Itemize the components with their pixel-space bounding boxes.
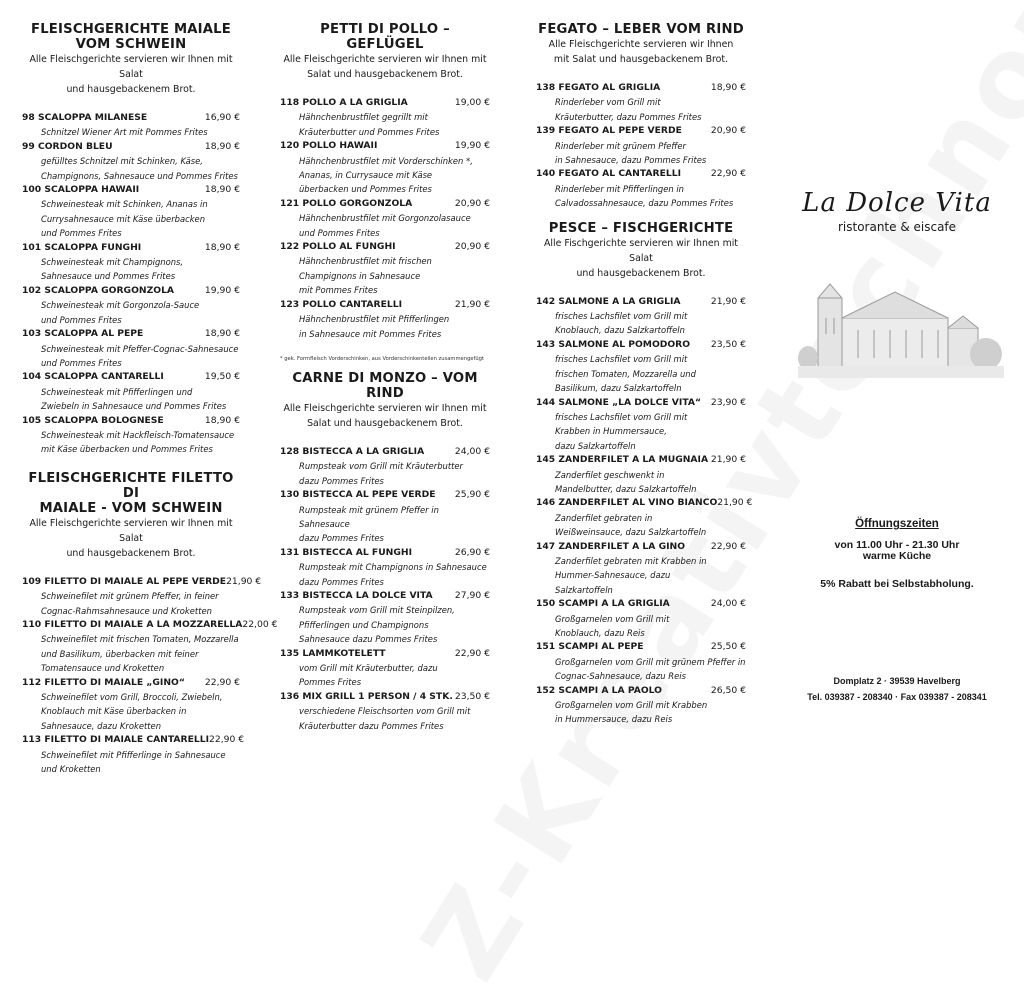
menu-item bbox=[280, 445, 490, 488]
menu-item-description: Knoblauch mit Käse überbacken in bbox=[41, 706, 187, 717]
menu-item-description: mit Käse überbacken und Pommes Frites bbox=[41, 444, 213, 455]
menu-item-name bbox=[536, 295, 681, 309]
menu-item-description: Rumpsteak mit Champignons in Sahnesauce bbox=[299, 562, 487, 573]
menu-item-description: Sahnesauce und Pommes Frites bbox=[41, 271, 176, 282]
menu-item-name bbox=[536, 540, 685, 554]
menu-item-title: FILETTO DI MAIALE A LA MOZZARELLA bbox=[44, 618, 243, 630]
menu-item-title: LAMMKOTELETT bbox=[302, 647, 386, 659]
menu-item-title: FILETTO DI MAIALE „GINO“ bbox=[44, 676, 185, 688]
menu-item-number: 131 bbox=[280, 546, 300, 558]
menu-item-number: 130 bbox=[280, 489, 300, 501]
menu-item-description: und Pommes Frites bbox=[299, 227, 380, 238]
menu-item-price: 18,90 € bbox=[204, 328, 240, 340]
menu-item bbox=[22, 414, 240, 457]
section-title: CARNE DI MONZO – VOM RIND bbox=[292, 370, 478, 401]
menu-item-title: POLLO HAWAII bbox=[302, 140, 378, 152]
menu-item bbox=[536, 295, 746, 338]
menu-item-name bbox=[536, 338, 690, 352]
menu-item bbox=[280, 488, 490, 546]
menu-item-name bbox=[22, 733, 209, 747]
menu-item-description: Schweinefilet mit Pfifferlinge in Sahnesauce bbox=[41, 749, 226, 760]
menu-item-price: 22,90 € bbox=[710, 168, 746, 180]
menu-item-price: 27,90 € bbox=[454, 589, 490, 601]
menu-item-name bbox=[280, 647, 386, 661]
menu-item-price: 24,00 € bbox=[454, 445, 490, 457]
menu-item bbox=[22, 183, 240, 241]
section-title: FLEISCHGERICHTE MAIALE bbox=[31, 22, 231, 37]
menu-item-name bbox=[280, 96, 408, 110]
menu-item-number: 102 bbox=[22, 284, 42, 296]
menu-item-price: 19,90 € bbox=[204, 284, 240, 296]
menu-item-name bbox=[536, 167, 681, 181]
menu-item-name bbox=[280, 240, 396, 254]
menu-item-title: SALMONE A LA GRIGLIA bbox=[558, 295, 681, 307]
menu-item-description: Hähnchenbrustfilet mit Vorderschinken *, bbox=[299, 155, 473, 166]
menu-item-description: dazu Pommes Frites bbox=[299, 475, 384, 486]
menu-column-3 bbox=[536, 22, 753, 727]
menu-item-number: 105 bbox=[22, 414, 42, 426]
menu-item-description: Rumpsteak vom Grill mit Kräuterbutter bbox=[299, 461, 463, 472]
brand-block bbox=[790, 188, 1004, 234]
menu-item-price: 23,50 € bbox=[710, 338, 746, 350]
menu-item-title: FILETTO DI MAIALE AL PEPE VERDE bbox=[44, 575, 227, 587]
menu-item-name bbox=[22, 370, 164, 384]
menu-item-name bbox=[280, 139, 377, 153]
section-title: PESCE – FISCHGERICHTE bbox=[548, 220, 734, 236]
menu-item-description: Schweinesteak mit Pfeffer-Cognac-Sahnesauce bbox=[41, 343, 239, 354]
menu-item-description: Knoblauch, dazu Salzkartoffeln bbox=[555, 325, 685, 336]
menu-item-name bbox=[22, 618, 242, 632]
menu-item-description: Großgarnelen vom Grill mit bbox=[555, 613, 670, 624]
menu-item-description: Rinderleber vom Grill mit bbox=[555, 97, 661, 108]
menu-item bbox=[280, 690, 490, 733]
menu-item-price: 22,90 € bbox=[454, 647, 490, 659]
menu-item bbox=[536, 684, 746, 727]
menu-item-description: in Sahnesauce, dazu Pommes Frites bbox=[555, 155, 707, 166]
menu-item-description: Hähnchenbrustfilet mit frischen bbox=[299, 256, 432, 267]
menu-item-title: SALMONE AL POMODORO bbox=[558, 338, 691, 350]
menu-item bbox=[536, 167, 746, 210]
restaurant-logo: La Dolce Vita bbox=[802, 188, 992, 218]
menu-item-price: 16,90 € bbox=[204, 112, 240, 123]
section-note: Alle Fleischgerichte servieren wir Ihnen mit Salat und hausgebackenem Brot. bbox=[29, 54, 233, 95]
menu-item-description: Rinderleber mit Pfifferlingen in bbox=[555, 183, 684, 194]
menu-item-number: 123 bbox=[280, 298, 300, 310]
menu-item-description: Weißweinsauce, dazu Salzkartoffeln bbox=[555, 527, 707, 538]
menu-item-description: Schweinesteak mit Champignons, bbox=[41, 257, 184, 268]
menu-item-price: 21,90 € bbox=[454, 298, 490, 310]
menu-item-name bbox=[536, 496, 717, 510]
menu-item-description: dazu Pommes Frites bbox=[299, 576, 384, 587]
section-filetto bbox=[22, 470, 278, 777]
menu-item-description: Schweinefilet vom Grill, Broccoli, Zwiebeln, bbox=[41, 692, 223, 702]
menu-item-title: ZANDERFILET A LA GINO bbox=[558, 540, 686, 552]
menu-item-number: 109 bbox=[22, 575, 42, 587]
menu-item-description: frisches Lachsfilet vom Grill mit bbox=[555, 411, 688, 422]
menu-item-title: BISTECCA A LA GRIGLIA bbox=[302, 445, 425, 457]
menu-item bbox=[280, 546, 490, 589]
address: Domplatz 2 · 39539 Havelberg bbox=[833, 676, 961, 686]
menu-item-description: frischen Tomaten, Mozzarella und bbox=[555, 368, 696, 379]
menu-item-description: mit Pommes Frites bbox=[299, 285, 378, 296]
menu-item bbox=[280, 96, 490, 139]
menu-item bbox=[22, 327, 240, 370]
menu-item-title: ZANDERFILET AL VINO BIANCO bbox=[558, 497, 718, 509]
menu-item bbox=[22, 370, 240, 413]
menu-item-number: 143 bbox=[536, 338, 556, 350]
menu-item bbox=[22, 676, 240, 734]
menu-item-description: Kräuterbutter und Pommes Frites bbox=[299, 126, 440, 137]
menu-item-number: 110 bbox=[22, 618, 42, 630]
menu-item bbox=[22, 140, 240, 183]
menu-item-description: Zanderfilet geschwenkt in bbox=[555, 469, 665, 480]
menu-item-description: Rumpsteak vom Grill mit Steinpilzen, bbox=[299, 605, 455, 616]
menu-item-price: 19,00 € bbox=[454, 97, 490, 108]
menu-item-price: 18,90 € bbox=[710, 82, 746, 93]
section-note: Alle Fleischgerichte servieren wir Ihnen mit Salat und hausgebackenem Brot. bbox=[29, 517, 233, 559]
menu-item-number: 151 bbox=[536, 641, 556, 653]
menu-item bbox=[280, 589, 490, 647]
menu-item-price: 21,90 € bbox=[710, 295, 746, 307]
menu-item-name bbox=[280, 488, 436, 502]
menu-item-name bbox=[280, 546, 412, 560]
opening-hours-title: Öffnungszeiten bbox=[855, 518, 939, 530]
menu-column-1 bbox=[22, 22, 278, 776]
menu-item-description: Champignons, Sahnesauce und Pommes Frites bbox=[41, 170, 238, 181]
menu-item-description: Tomatensauce und Kroketten bbox=[41, 663, 165, 674]
menu-item-description: und Pommes Frites bbox=[41, 357, 122, 368]
menu-item-price: 20,90 € bbox=[454, 241, 490, 253]
menu-item-title: CORDON BLEU bbox=[38, 140, 113, 152]
menu-item-description: Rinderleber mit grünem Pfeffer bbox=[555, 140, 686, 151]
menu-item-description: Mandelbutter, dazu Salzkartoffeln bbox=[555, 483, 697, 494]
menu-item-price: 18,90 € bbox=[204, 414, 240, 426]
menu-item-number: 112 bbox=[22, 676, 42, 688]
section-title: VOM SCHWEIN bbox=[75, 37, 187, 52]
menu-item-description: Cognac-Rahmsahnesauce und Kroketten bbox=[41, 605, 212, 616]
menu-item-description: Schweinesteak mit Gorgonzola-Sauce bbox=[41, 300, 200, 311]
menu-item-description: Rumpsteak mit grünem Pfeffer in Sahnesauce bbox=[299, 504, 439, 529]
menu-item-title: FEGATO AL PEPE VERDE bbox=[558, 125, 682, 137]
menu-item-price: 22,90 € bbox=[209, 734, 245, 746]
menu-item bbox=[536, 124, 746, 167]
menu-item-price: 18,90 € bbox=[204, 140, 240, 152]
menu-item bbox=[22, 575, 262, 618]
menu-item-description: Schnitzel Wiener Art mit Pommes Frites bbox=[41, 127, 208, 138]
menu-item-description: Calvadossahnesauce, dazu Pommes Frites bbox=[555, 198, 734, 209]
menu-item-number: 98 bbox=[22, 112, 35, 123]
menu-item-description: Ananas, in Currysauce mit Käse bbox=[299, 170, 433, 181]
menu-item-description: frisches Lachsfilet vom Grill mit bbox=[555, 311, 688, 322]
menu-item-number: 152 bbox=[536, 684, 556, 696]
menu-item-description: Schweinesteak mit Pfifferlingen und bbox=[41, 386, 193, 397]
menu-item-description: Hähnchenbrustfilet mit Pfifferlingen bbox=[299, 314, 450, 325]
menu-item-number: 103 bbox=[22, 328, 42, 340]
menu-item-description: Zanderfilet gebraten in bbox=[555, 512, 653, 523]
menu-item-description: Hummer-Sahnesauce, dazu bbox=[555, 570, 671, 581]
section-title: PETTI DI POLLO – GEFLÜGEL bbox=[320, 22, 450, 52]
menu-item-description: Schweinesteak mit Schinken, Ananas in bbox=[41, 199, 208, 210]
menu-item-number: 104 bbox=[22, 371, 42, 383]
menu-item bbox=[536, 453, 746, 496]
menu-item-title: SCALOPPA GORGONZOLA bbox=[44, 284, 175, 296]
menu-item-name bbox=[22, 414, 164, 428]
menu-item-price: 19,90 € bbox=[454, 140, 490, 152]
menu-item-description: Knoblauch, dazu Reis bbox=[555, 628, 645, 638]
menu-item-title: SCALOPPA HAWAII bbox=[44, 184, 140, 196]
menu-item-description: dazu Salzkartoffeln bbox=[555, 440, 636, 451]
menu-item-description: Zwiebeln in Sahnesauce und Pommes Frites bbox=[41, 401, 227, 412]
menu-item-title: POLLO AL FUNGHI bbox=[302, 241, 396, 253]
menu-item-number: 136 bbox=[280, 690, 300, 702]
menu-item bbox=[22, 284, 240, 327]
menu-item-description: Sahnesauce, dazu Kroketten bbox=[41, 720, 162, 731]
menu-item-price: 18,90 € bbox=[204, 241, 240, 253]
menu-item-number: 146 bbox=[536, 497, 556, 509]
menu-item-name bbox=[22, 140, 113, 154]
section-maiale bbox=[22, 22, 240, 457]
menu-item-description: Pommes Frites bbox=[299, 677, 362, 688]
menu-item-name bbox=[280, 445, 424, 459]
menu-item-price: 23,50 € bbox=[454, 690, 490, 702]
menu-item-title: ZANDERFILET A LA MUGNAIA bbox=[558, 454, 709, 466]
footnote: * gek. Formfleisch Vorderschinken, aus Vorderschinkenteilen zusammengefügt bbox=[280, 355, 484, 362]
menu-item-number: 142 bbox=[536, 295, 556, 307]
section-carne bbox=[280, 371, 490, 733]
menu-item-name bbox=[536, 124, 682, 138]
menu-item-name bbox=[536, 396, 701, 410]
menu-item-title: SCAMPI A LA GRIGLIA bbox=[558, 598, 670, 610]
menu-item-price: 22,00 € bbox=[242, 618, 278, 630]
section-note: Alle Fleischgerichte servieren wir Ihnen mit Salat und hausgebackenem Brot. bbox=[283, 402, 487, 429]
menu-item-price: 24,00 € bbox=[710, 598, 746, 610]
item-list bbox=[536, 295, 753, 727]
menu-item bbox=[22, 733, 245, 776]
menu-item-title: SCAMPI A LA PAOLO bbox=[558, 684, 662, 696]
menu-item-name bbox=[280, 298, 402, 312]
menu-item-name bbox=[22, 676, 185, 690]
item-list bbox=[22, 111, 240, 457]
section-note: Alle Fischgerichte servieren wir Ihnen mit Salat und hausgebackenem Brot. bbox=[544, 237, 738, 279]
menu-item-price: 22,90 € bbox=[710, 540, 746, 552]
item-list bbox=[536, 81, 746, 211]
menu-item-name bbox=[536, 684, 662, 698]
menu-item-name bbox=[536, 453, 708, 467]
section-note: Alle Fleischgerichte servieren wir Ihnen mit Salat und hausgebackenem Brot. bbox=[283, 54, 487, 80]
menu-column-2 bbox=[280, 22, 490, 733]
menu-item-description: und Basilikum, überbacken mit feiner bbox=[41, 648, 199, 659]
menu-item-number: 121 bbox=[280, 197, 300, 209]
menu-item-number: 139 bbox=[536, 125, 556, 137]
menu-item-title: BISTECCA AL FUNGHI bbox=[302, 546, 413, 558]
menu-item-description: frisches Lachsfilet vom Grill mit bbox=[555, 354, 688, 365]
menu-item-name bbox=[22, 575, 226, 589]
menu-item-number: 118 bbox=[280, 97, 300, 108]
menu-item-title: POLLO A LA GRIGLIA bbox=[302, 97, 408, 108]
section-title: FLEISCHGERICHTE FILETTO DI bbox=[28, 470, 234, 501]
menu-item bbox=[536, 396, 746, 454]
menu-item-description: gefülltes Schnitzel mit Schinken, Käse, bbox=[41, 156, 203, 167]
menu-item-number: 100 bbox=[22, 184, 42, 196]
menu-item-price: 18,90 € bbox=[204, 184, 240, 196]
menu-item-number: 138 bbox=[536, 82, 556, 93]
menu-item bbox=[536, 540, 746, 598]
menu-item-price: 21,90 € bbox=[226, 575, 262, 587]
menu-item-title: FEGATO AL CANTARELLI bbox=[558, 168, 682, 180]
menu-item-description: Großgarnelen vom Grill mit grünem Pfeffer in bbox=[555, 656, 746, 667]
menu-item-number: 145 bbox=[536, 454, 556, 466]
menu-item-title: SCALOPPA AL PEPE bbox=[44, 328, 144, 340]
menu-item-name bbox=[22, 241, 141, 255]
menu-item-title: SCAMPI AL PEPE bbox=[558, 641, 644, 653]
menu-item-description: Hähnchenbrustfilet mit Gorgonzolasauce bbox=[299, 213, 471, 224]
menu-item-number: 99 bbox=[22, 140, 35, 152]
menu-item-title: SCALOPPA BOLOGNESE bbox=[44, 414, 164, 426]
menu-item-title: POLLO CANTARELLI bbox=[302, 298, 403, 310]
menu-item-price: 23,90 € bbox=[710, 396, 746, 408]
menu-item-price: 25,90 € bbox=[454, 489, 490, 501]
menu-item bbox=[280, 139, 490, 197]
restaurant-tagline: ristorante & eiscafe bbox=[837, 220, 957, 234]
menu-item-description: Großgarnelen vom Grill mit Krabben bbox=[555, 700, 708, 711]
menu-item-number: 140 bbox=[536, 168, 556, 180]
menu-item-name bbox=[22, 183, 139, 197]
menu-item-price: 20,90 € bbox=[454, 197, 490, 209]
menu-item-description: Hähnchenbrustfilet gegrillt mit bbox=[299, 112, 428, 123]
menu-item-number: 128 bbox=[280, 445, 300, 457]
menu-item-price: 19,50 € bbox=[204, 371, 240, 383]
menu-item-number: 135 bbox=[280, 647, 300, 659]
menu-item-name bbox=[280, 197, 412, 211]
menu-item-description: vom Grill mit Kräuterbutter, dazu bbox=[299, 663, 438, 673]
menu-item bbox=[536, 496, 753, 539]
menu-item bbox=[280, 197, 490, 240]
menu-item-name bbox=[280, 690, 453, 704]
menu-item-number: 150 bbox=[536, 598, 556, 610]
menu-item-description: verschiedene Fleischsorten vom Grill mit bbox=[299, 706, 471, 717]
menu-item-description: Schweinesteak mit Hackfleisch-Tomatensauce bbox=[41, 429, 235, 440]
menu-item-description: Schweinefilet mit frischen Tomaten, Mozzarella bbox=[41, 634, 239, 645]
menu-item-price: 26,50 € bbox=[710, 684, 746, 696]
section-title: FEGATO – LEBER VOM RIND bbox=[538, 22, 744, 37]
menu-item-number: 120 bbox=[280, 140, 300, 152]
menu-item-description: Krabben in Hummersauce, bbox=[555, 426, 667, 437]
menu-item-title: BISTECCA AL PEPE VERDE bbox=[302, 489, 436, 501]
menu-item-name bbox=[536, 597, 670, 611]
menu-item-name bbox=[22, 284, 174, 298]
menu-item-price: 25,50 € bbox=[710, 641, 746, 653]
menu-item bbox=[22, 111, 240, 140]
menu-item-description: überbacken und Pommes Frites bbox=[299, 184, 432, 195]
section-note: Alle Fleischgerichte servieren wir Ihnen mit Salat und hausgebackenem Brot. bbox=[548, 39, 734, 65]
menu-item-description: und Pommes Frites bbox=[41, 314, 122, 325]
menu-item-description: und Pommes Frites bbox=[41, 228, 122, 239]
menu-item-price: 21,90 € bbox=[717, 497, 753, 509]
menu-item bbox=[280, 647, 490, 690]
menu-item-number: 147 bbox=[536, 540, 556, 552]
menu-item-price: 22,90 € bbox=[204, 676, 240, 688]
menu-item-title: SCALOPPA FUNGHI bbox=[44, 241, 142, 253]
menu-item bbox=[22, 241, 240, 284]
menu-item-description: Kräuterbutter dazu Pommes Frites bbox=[299, 720, 444, 731]
menu-item-number: 144 bbox=[536, 396, 556, 408]
section-pesce bbox=[536, 220, 753, 727]
menu-item-number: 101 bbox=[22, 241, 42, 253]
menu-item-name bbox=[22, 327, 143, 341]
menu-item-title: SCALOPPA MILANESE bbox=[38, 112, 148, 123]
menu-item-description: Champignons in Sahnesauce bbox=[299, 270, 421, 281]
phone-fax: Tel. 039387 - 208340 · Fax 039387 - 208341 bbox=[807, 692, 987, 702]
menu-item-title: POLLO GORGONZOLA bbox=[302, 197, 413, 209]
menu-item-name bbox=[536, 81, 660, 95]
menu-item-title: SCALOPPA CANTARELLI bbox=[44, 371, 164, 383]
menu-item-description: Zanderfilet gebraten mit Krabben in bbox=[555, 555, 707, 566]
menu-item-title: FILETTO DI MAIALE CANTARELLI bbox=[44, 734, 210, 746]
menu-item-description: Sahnesauce dazu Pommes Frites bbox=[299, 634, 438, 645]
menu-item-description: Schweinefilet mit grünem Pfeffer, in feiner bbox=[41, 591, 219, 602]
menu-item-title: BISTECCA LA DOLCE VITA bbox=[302, 589, 433, 601]
section-fegato bbox=[536, 22, 746, 211]
menu-item-title: SALMONE „LA DOLCE VITA“ bbox=[558, 396, 702, 408]
item-list bbox=[280, 96, 490, 341]
menu-item-number: 133 bbox=[280, 589, 300, 601]
menu-item bbox=[536, 81, 746, 124]
section-title: MAIALE - VOM SCHWEIN bbox=[39, 500, 223, 516]
menu-item-description: Kräuterbutter, dazu Pommes Frites bbox=[555, 111, 702, 122]
menu-item-description: Pfifferlingen und Champignons bbox=[299, 619, 429, 630]
menu-item bbox=[280, 298, 490, 341]
discount-note: 5% Rabatt bei Selbstabholung. bbox=[820, 578, 974, 590]
menu-item-number: 113 bbox=[22, 734, 42, 746]
menu-item-price: 21,90 € bbox=[710, 454, 746, 466]
menu-item-name bbox=[536, 640, 644, 654]
menu-item-description: in Sahnesauce mit Pommes Frites bbox=[299, 328, 442, 339]
menu-item-name bbox=[22, 111, 147, 125]
menu-item-description: und Kroketten bbox=[41, 764, 101, 775]
item-list bbox=[22, 575, 278, 777]
opening-hours: von 11.00 Uhr - 21.30 Uhr warme Küche bbox=[834, 539, 960, 562]
menu-item-description: in Hummersauce, dazu Reis bbox=[555, 714, 673, 725]
section-pollo bbox=[280, 22, 490, 363]
menu-item-title: FEGATO AL GRIGLIA bbox=[558, 82, 661, 93]
menu-item bbox=[536, 338, 746, 396]
item-list bbox=[280, 445, 490, 733]
menu-item-description: Cognac-Sahnesauce, dazu Reis bbox=[555, 671, 686, 682]
menu-item-description: Currysahnesauce mit Käse überbacken bbox=[41, 213, 206, 224]
menu-item-description: Basilikum, dazu Salzkartoffeln bbox=[555, 383, 682, 394]
church-illustration bbox=[798, 258, 1004, 378]
menu-item-price: 20,90 € bbox=[710, 125, 746, 137]
menu-item-name bbox=[280, 589, 433, 603]
menu-item bbox=[536, 640, 746, 683]
menu-item-title: MIX GRILL 1 PERSON / 4 STK. bbox=[302, 690, 453, 702]
menu-item-number: 122 bbox=[280, 241, 300, 253]
menu-item-description: dazu Pommes Frites bbox=[299, 533, 384, 544]
menu-item bbox=[280, 240, 490, 298]
menu-item bbox=[536, 597, 746, 640]
menu-item-description: Salzkartoffeln bbox=[555, 584, 613, 595]
menu-item bbox=[22, 618, 278, 676]
menu-item-price: 26,90 € bbox=[454, 546, 490, 558]
